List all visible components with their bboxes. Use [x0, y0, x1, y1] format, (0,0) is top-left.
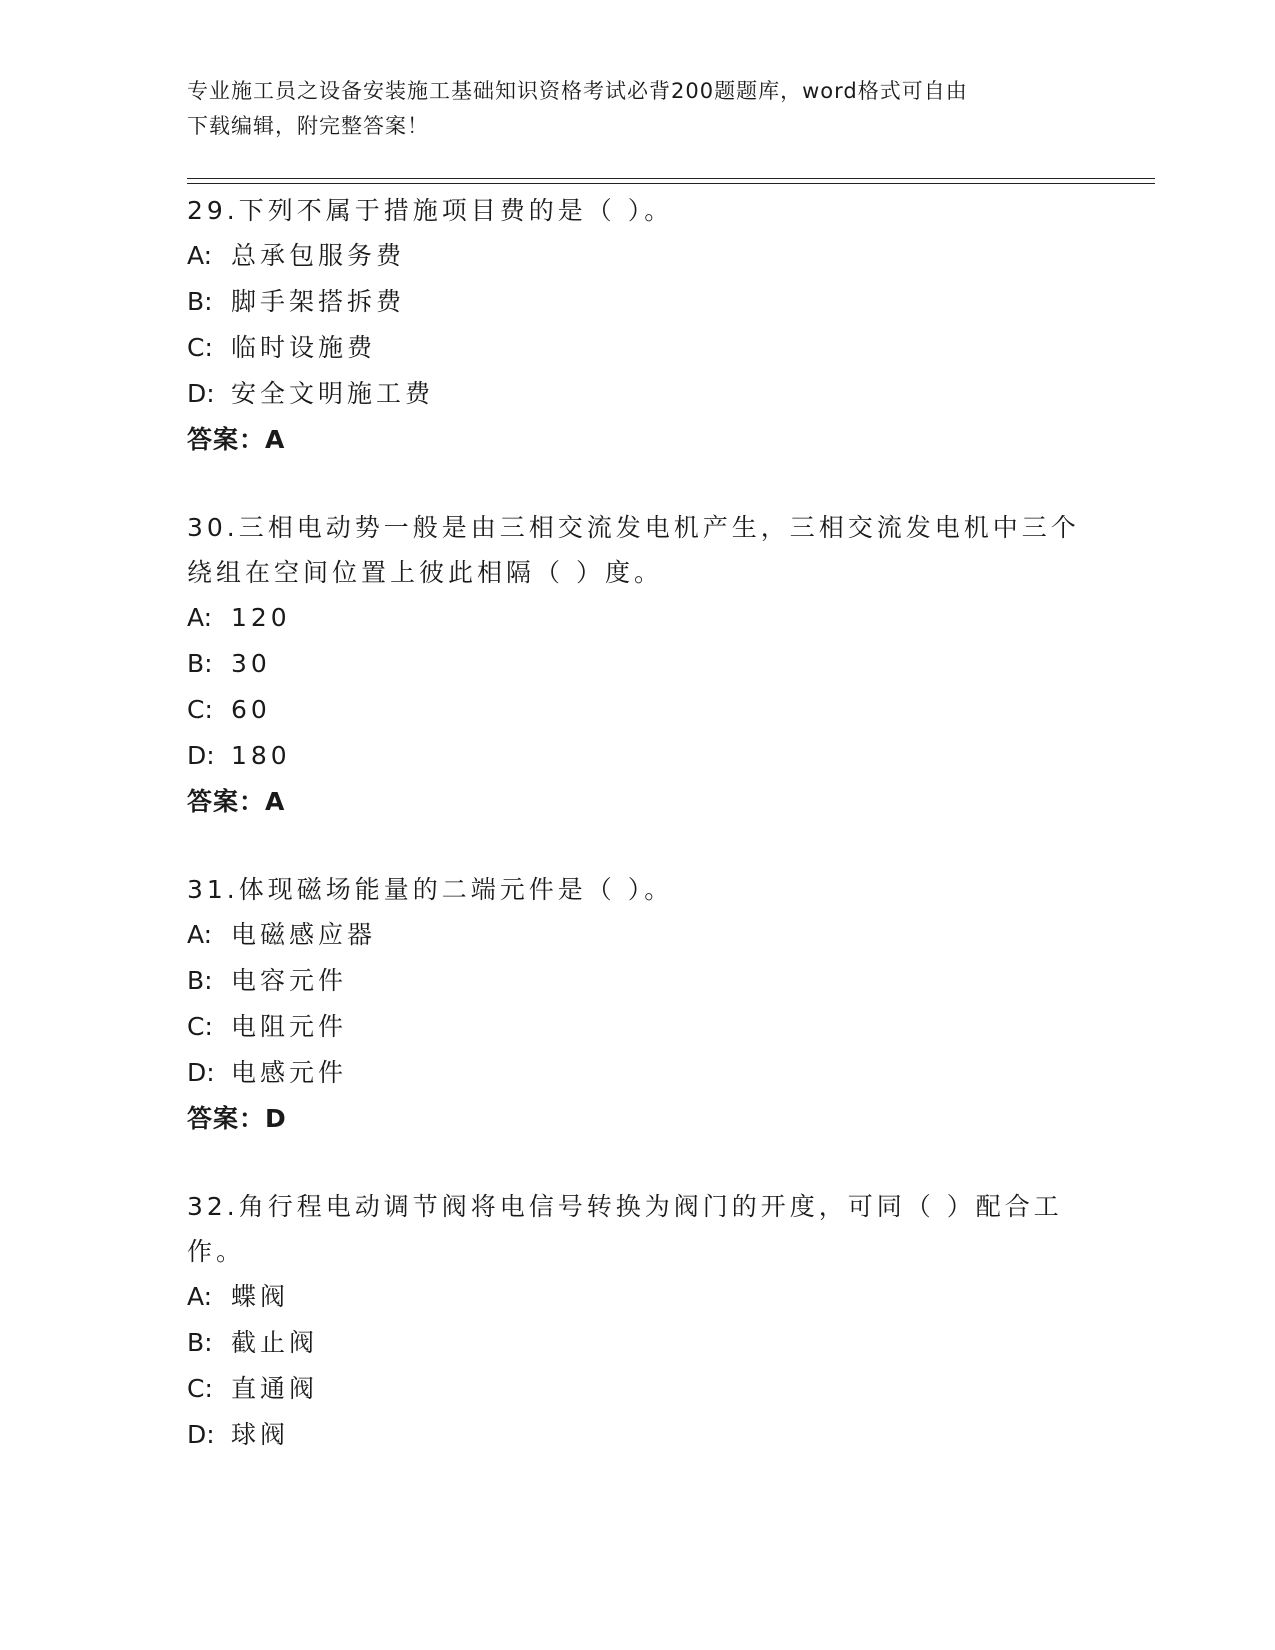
option-text: 直通阀	[231, 1374, 319, 1403]
option-label: A:	[187, 241, 213, 270]
option-text: 电容元件	[231, 966, 348, 995]
option-label: B:	[187, 966, 213, 995]
option-d	[187, 733, 1087, 779]
option-a	[187, 912, 1087, 958]
question-stem-line-1: 32.角行程电动调节阀将电信号转换为阀门的开度，可同（ ）配合工	[187, 1192, 1063, 1221]
question-stem-line-2: 作。	[187, 1237, 246, 1266]
question-stem-line-2: 绕组在空间位置上彼此相隔（ ）度。	[187, 558, 663, 587]
option-text: 电阻元件	[231, 1012, 348, 1041]
option-a	[187, 233, 1087, 279]
option-text: 180	[231, 741, 291, 770]
question-stem: 31.体现磁场能量的二端元件是（ ）。	[187, 875, 674, 904]
option-text: 60	[231, 695, 271, 724]
option-label: D:	[187, 1420, 215, 1449]
option-label: C:	[187, 333, 213, 362]
option-label: B:	[187, 649, 213, 678]
option-text: 临时设施费	[231, 333, 377, 362]
option-label: C:	[187, 1012, 213, 1041]
option-text: 截止阀	[231, 1328, 319, 1357]
option-b	[187, 1320, 1087, 1366]
option-label: A:	[187, 603, 213, 632]
option-b	[187, 641, 1087, 687]
document-header	[187, 74, 1077, 144]
option-text: 蝶阀	[231, 1282, 290, 1311]
option-c	[187, 1366, 1087, 1412]
option-a	[187, 595, 1087, 641]
option-d	[187, 371, 1087, 417]
option-d	[187, 1050, 1087, 1096]
header-divider-top	[187, 178, 1155, 179]
option-text: 总承包服务费	[231, 241, 406, 270]
option-label: C:	[187, 695, 213, 724]
option-d	[187, 1412, 1087, 1458]
header-line-2: 下载编辑，附完整答案！	[187, 114, 429, 138]
option-label: A:	[187, 1282, 213, 1311]
option-label: B:	[187, 287, 213, 316]
question-30	[187, 505, 1087, 825]
option-b	[187, 958, 1087, 1004]
option-text: 安全文明施工费	[231, 379, 435, 408]
question-stem: 29.下列不属于措施项目费的是（ ）。	[187, 196, 674, 225]
option-label: D:	[187, 379, 215, 408]
option-text: 脚手架搭拆费	[231, 287, 406, 316]
header-divider-bottom	[187, 183, 1155, 184]
answer-line: 答案：A	[187, 787, 286, 816]
answer-line: 答案：D	[187, 1104, 287, 1133]
option-label: B:	[187, 1328, 213, 1357]
option-label: C:	[187, 1374, 213, 1403]
option-b	[187, 279, 1087, 325]
option-label: D:	[187, 1058, 215, 1087]
option-text: 120	[231, 603, 291, 632]
option-c	[187, 1004, 1087, 1050]
option-a	[187, 1274, 1087, 1320]
question-29	[187, 188, 1087, 463]
question-list	[187, 188, 1087, 1458]
option-c	[187, 687, 1087, 733]
option-text: 30	[231, 649, 271, 678]
question-stem-line-1: 30.三相电动势一般是由三相交流发电机产生，三相交流发电机中三个	[187, 513, 1080, 542]
question-32	[187, 1184, 1087, 1458]
answer-line: 答案：A	[187, 425, 286, 454]
option-label: D:	[187, 741, 215, 770]
option-text: 球阀	[231, 1420, 290, 1449]
header-line-1: 专业施工员之设备安装施工基础知识资格考试必背200题题库，word格式可自由	[187, 79, 968, 103]
option-text: 电磁感应器	[231, 920, 377, 949]
option-text: 电感元件	[231, 1058, 348, 1087]
option-c	[187, 325, 1087, 371]
option-label: A:	[187, 920, 213, 949]
question-31	[187, 867, 1087, 1142]
